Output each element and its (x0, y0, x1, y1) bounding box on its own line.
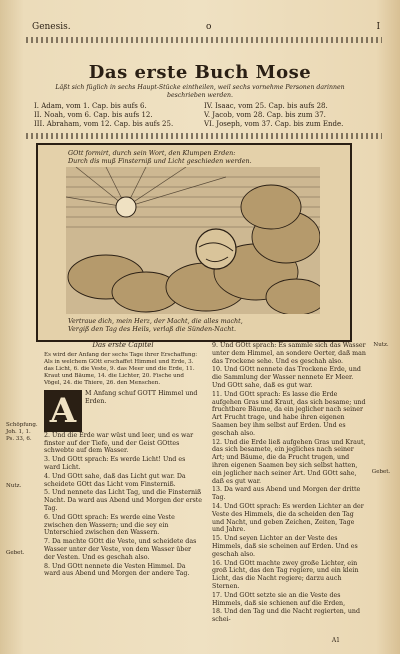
margin-notes-right (368, 342, 394, 476)
caption-line: GOtt formirt, durch sein Wort, den Klumpen Erden: (68, 149, 236, 157)
margin-notes-left (6, 422, 40, 557)
verse: 14. Und GOtt sprach: Es werden Lichter an der Veste des Himmels, die da scheiden den Tag und Nacht, und geben Zeichen, Zeiten, Tage und Jahre. (212, 502, 364, 534)
caption-line: Durch dis muß Finsterniß und Licht geschieden werden. (68, 157, 252, 165)
division-item: I. Adam, vom 1. Cap. bis aufs 6. (34, 102, 147, 110)
verse: 6. Und GOtt sprach: Es werde eine Veste zwischen den Wassern; und die sey ein Unterschied zwischen den Wassern. (44, 513, 175, 537)
dropcap-letter: A (44, 390, 82, 432)
caption-line: Vertraue dich, mein Herz, der Macht, die alles macht, (68, 317, 243, 325)
division-item: V. Jacob, vom 28. Cap. bis zum 37. (204, 111, 326, 119)
book-subtitle: Läßt sich füglich in sechs Haupt-Stücke eintheilen, weil sechs vornehme Personen darinnen beschrieben werden. (55, 84, 345, 99)
scripture-body (0, 342, 400, 642)
verse: 15. Und seyen Lichter an der Veste des Himmels, daß sie scheinen auf Erden. Und es geschah also. (212, 535, 358, 558)
running-head-book: Genesis. (32, 22, 71, 32)
margin-note: Gebet. (6, 550, 25, 556)
running-head-ornament: o (206, 22, 212, 32)
verse-1: M Anfang schuf GOTT Himmel und Erden. (85, 389, 198, 405)
margin-note: Ps. 33, 6. (6, 436, 32, 442)
division-item: VI. Joseph, vom 37. Cap. bis zum Ende. (204, 120, 344, 128)
verse: 12. Und die Erde ließ aufgehen Gras und Kraut, das sich besamete, ein jegliches nach seiner Art; und Bäume, die da Frucht trugen, und ihren eigenen Saamen bey sich selbst hatten, ein jeglicher nach seiner Art. Und GOtt sahe, daß es gut war. (212, 438, 366, 485)
chapter-title: Das erste Capitel (92, 341, 154, 349)
verse: 18. Und den Tag und die Nacht regierten, und schei- (212, 608, 360, 624)
illustration-caption-bottom (68, 317, 318, 333)
division-item: IV. Isaac, vom 25. Cap. bis aufs 28. (204, 102, 328, 110)
illustration-caption-top (68, 149, 318, 165)
running-head (26, 22, 382, 36)
text-column-right (212, 342, 366, 625)
opening-verse (44, 390, 202, 432)
printer-signature: A1 (331, 637, 340, 644)
ornament-band-mid (26, 133, 382, 139)
verse: 11. Und GOtt sprach: Es lasse die Erde aufgehen Gras und Kraut, das sich besame; und fruchtbare Bäume, da ein jeglicher nach seiner Art Frucht trage, und habe ihren eigenen Saamen bey ihm selbst auf Erden. Und es geschah also. (212, 390, 366, 437)
verse: 13. Da ward aus Abend und Morgen der dritte Tag. (212, 486, 361, 502)
divisions-right (204, 102, 374, 129)
book-title: Das erste Buch Mose (88, 62, 312, 83)
ornament-band-top (26, 37, 382, 43)
verse: 17. Und GOtt setzte sie an die Veste des Himmels, daß sie schienen auf die Erden, (212, 591, 346, 607)
margin-note: Gebet. (371, 469, 391, 475)
division-item: II. Noah, vom 6. Cap. bis aufs 12. (34, 111, 153, 119)
verse: 7. Da machte GOtt die Veste, und scheidete das Wasser unter der Veste, von dem Wasser über der Vesten. Und es geschah also. (44, 538, 197, 561)
verse: 16. Und GOtt machte zwey große Lichter, ein groß Licht, das den Tag regiere, und ein klein Licht, das die Nacht regiere; darzu auch Sternen. (212, 559, 359, 590)
margin-note: Joh. 1, 1. (6, 429, 31, 435)
margin-note: Schöpfung. (6, 422, 38, 428)
verse: 9. Und GOtt sprach: Es sammle sich das Wasser unter dem Himmel, an sondere Oerter, daß man das Trockene sehe. Und es geschah also. (212, 342, 366, 365)
text-column-left (44, 342, 202, 579)
division-item: III. Abraham, vom 12. Cap. bis aufs 25. (34, 120, 174, 128)
verse: 4. Und GOtt sahe, daß das Licht gut war. Da scheidete GOtt das Licht vom Finsterniß. (44, 472, 186, 488)
chapter-summary: Es wird der Anfang der sechs Tage ihrer Erschaffung: Als in welchem GOtt erschaffet Himmel und Erde, 3. das Licht, 6. die Veste, 9. das Meer und die Erde, 11. Kraut und Bäume, 14. die Lichter, 20. Fische und Vögel, 24. die Thiere, 26. den Menschen. (44, 351, 198, 386)
running-head-chapter: I (376, 22, 380, 32)
caption-line: Vergiß den Tag des Heils, verlaß die Sünden-Nacht. (68, 325, 236, 333)
divisions-left (34, 102, 204, 129)
creation-woodcut (66, 167, 320, 314)
verse: 2. Und die Erde war wüst und leer, und es war finster auf der Tiefe, und der Geist GOttes schwebte auf dem Wasser. (44, 431, 194, 455)
verse: 8. Und GOtt nennete die Vesten Himmel. Da ward aus Abend und Morgen der andere Tag. (44, 562, 190, 578)
verse: 3. Und GOtt sprach: Es werde Licht! Und es ward Licht. (44, 456, 186, 471)
margin-note: Nutz. (373, 342, 389, 348)
illustration-frame (36, 143, 352, 342)
margin-note: Nutz. (6, 483, 22, 489)
woodcut-image (66, 167, 320, 314)
verse: 5. Und nennete das Licht Tag, und die Finsterniß Nacht. Da ward aus Abend und Morgen der erste Tag. (44, 489, 203, 512)
verse: 10. Und GOtt nennete das Trockene Erde, und die Sammlung der Wasser nennete Er Meer. Und GOtt sahe, daß es gut war. (212, 366, 361, 389)
